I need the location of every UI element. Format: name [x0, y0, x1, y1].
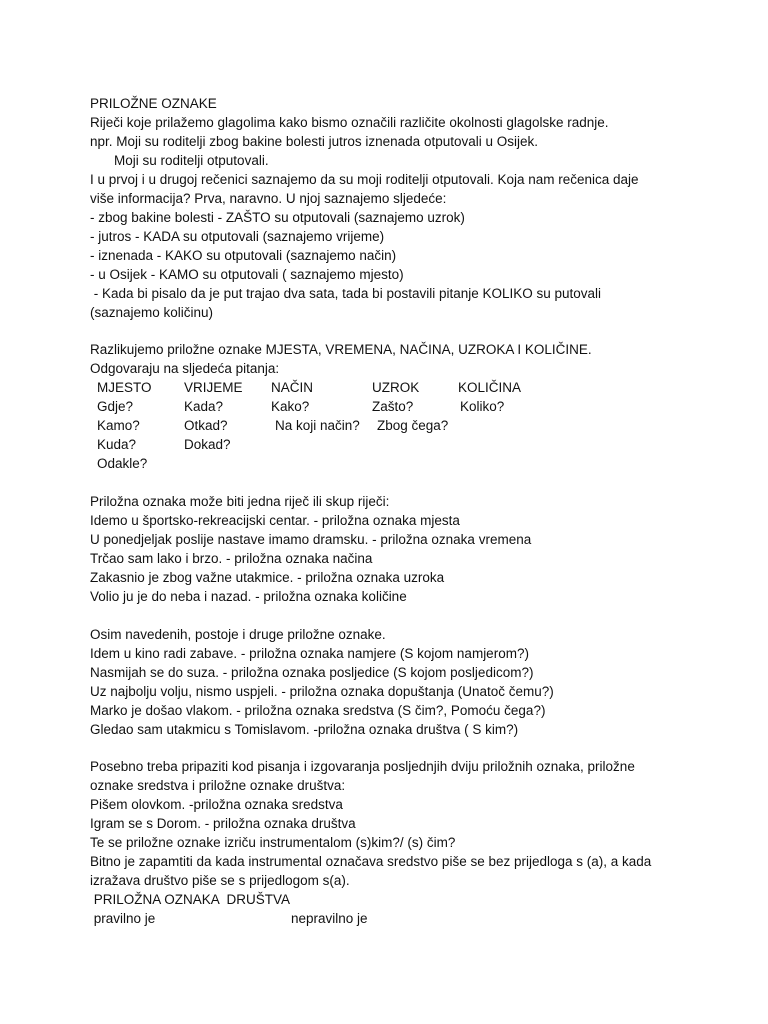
other-line: Idem u kino radi zabave. - priložna oznaka namjere (S kojom namjerom?) — [90, 646, 529, 661]
table-header: KOLIČINA — [458, 380, 522, 395]
intro-line: - iznenada - KAKO su otputovali (saznajemo način) — [90, 248, 397, 263]
table-cell: Koliko? — [460, 399, 505, 414]
other-line: Marko je došao vlakom. - priložna oznaka sredstva (S čim?, Pomoću čega?) — [90, 703, 546, 718]
intro-line: više informacija? Prva, naravno. U njoj saznajemo sljedeće: — [90, 191, 447, 206]
table-cell: Zašto? — [372, 399, 414, 414]
table-cell: Otkad? — [184, 418, 228, 433]
attention-line: Posebno treba pripaziti kod pisanja i izgovaranja posljednjih dviju priložnih oznaka, priložne — [90, 759, 635, 774]
intro-line: (saznajemo količinu) — [90, 305, 214, 320]
section-heading: PRILOŽNA OZNAKA DRUŠTVA — [90, 892, 291, 907]
attention-line: oznake sredstva i priložne oznake društva: — [90, 778, 346, 793]
attention-line: Bitno je zapamtiti da kada instrumental označava sredstvo piše se bez prijedloga s (a), a kada — [90, 854, 652, 869]
table-cell: Kamo? — [97, 418, 140, 433]
intro-line: I u prvoj i u drugoj rečenici saznajemo da su moji roditelji otputovali. Koja nam rečenica daje — [90, 172, 639, 187]
table-header: UZROK — [372, 380, 420, 395]
examples-line: Trčao sam lako i brzo. - priložna oznaka načina — [90, 551, 373, 566]
intro-line: - u Osijek - KAMO su otputovali ( saznajemo mjesto) — [90, 267, 404, 282]
table-cell: Odakle? — [97, 456, 148, 471]
intro-line: - jutros - KADA su otputovali (saznajemo vrijeme) — [90, 229, 385, 244]
table-cell: Kada? — [184, 399, 224, 414]
incorrect-label: nepravilno je — [291, 911, 368, 926]
other-line: Osim navedenih, postoje i druge priložne oznake. — [90, 627, 386, 642]
other-line: Gledao sam utakmicu s Tomislavom. -priložna oznaka društva ( S kim?) — [90, 722, 519, 737]
attention-line: Igram se s Dorom. - priložna oznaka društva — [90, 816, 356, 831]
examples-line: Volio ju je do neba i nazad. - priložna oznaka količine — [90, 589, 407, 604]
table-cell: Na koji način? — [275, 418, 360, 433]
table-header: VRIJEME — [184, 380, 243, 395]
types-line: Odgovaraju na sljedeća pitanja: — [90, 361, 280, 376]
intro-line: Moji su roditelji otputovali. — [114, 153, 269, 168]
other-line: Nasmijah se do suza. - priložna oznaka posljedice (S kojom posljedicom?) — [90, 665, 534, 680]
examples-line: Zakasnio je zbog važne utakmice. - priložna oznaka uzroka — [90, 570, 445, 585]
table-cell: Dokad? — [184, 437, 231, 452]
other-line: Uz najbolju volju, nismo uspjeli. - priložna oznaka dopuštanja (Unatoč čemu?) — [90, 684, 554, 699]
intro-line: - zbog bakine bolesti - ZAŠTO su otputovali (saznajemo uzrok) — [90, 210, 465, 225]
intro-line: - Kada bi pisalo da je put trajao dva sata, tada bi postavili pitanje KOLIKO su putovali — [90, 286, 602, 301]
examples-line: Idemo u športsko-rekreacijski centar. - priložna oznaka mjesta — [90, 513, 460, 528]
table-cell: Gdje? — [97, 399, 134, 414]
examples-line: Priložna oznaka može biti jedna riječ ili skup riječi: — [90, 494, 390, 509]
table-header: NAČIN — [271, 380, 314, 395]
table-cell: Zbog čega? — [377, 418, 449, 433]
intro-line: Riječi koje prilažemo glagolima kako bismo označili različite okolnosti glagolske radnje. — [90, 115, 609, 130]
intro-line: npr. Moji su roditelji zbog bakine bolesti jutros iznenada otputovali u Osijek. — [90, 134, 538, 149]
table-header: MJESTO — [97, 380, 152, 395]
page-title: PRILOŽNE OZNAKE — [90, 96, 217, 111]
attention-line: izražava društvo piše se s prijedlogom s(a). — [90, 873, 350, 888]
attention-line: Te se priložne oznake izriču instrumentalom (s)kim?/ (s) čim? — [90, 835, 456, 850]
table-cell: Kako? — [271, 399, 310, 414]
attention-line: Pišem olovkom. -priložna oznaka sredstva — [90, 797, 343, 812]
table-cell: Kuda? — [97, 437, 137, 452]
correct-label: pravilno je — [90, 911, 156, 926]
examples-line: U ponedjeljak poslije nastave imamo dramsku. - priložna oznaka vremena — [90, 532, 532, 547]
types-line: Razlikujemo priložne oznake MJESTA, VREMENA, NAČINA, UZROKA I KOLIČINE. — [90, 342, 592, 357]
